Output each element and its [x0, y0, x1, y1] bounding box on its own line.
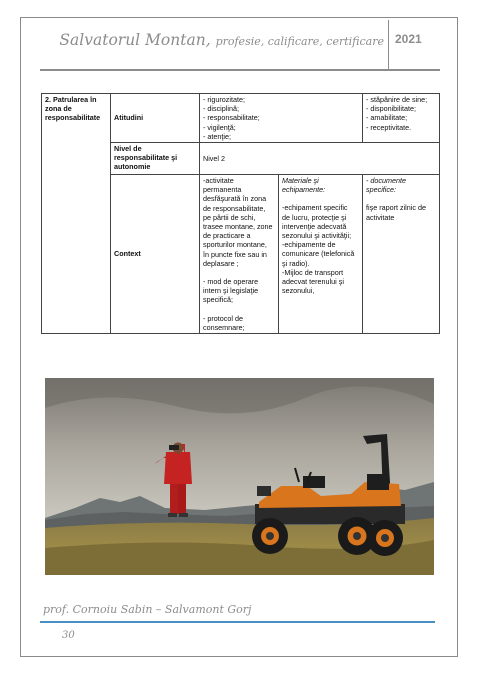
attitude-item: - receptivitate. — [366, 122, 412, 132]
materials-title: Materiale şi — [282, 176, 319, 186]
level-label: Nivel de responsabilitate şi autonomie — [111, 143, 200, 175]
attitude-item: - rigurozitate; — [203, 95, 245, 104]
materials-text: adecvat terenului şi — [282, 277, 344, 287]
context-text: specifică; — [203, 295, 233, 305]
materials-text: comunicare (telefonică — [282, 249, 355, 259]
context-text: pe pârtii de schi, — [203, 212, 256, 222]
attitude-item: - stăpânire de sine; — [366, 95, 428, 104]
competence-table — [41, 93, 440, 334]
materials-title: echipamente: — [282, 185, 326, 195]
context-text: sporturilor montane, — [203, 240, 267, 250]
documents-text: activitate — [366, 212, 395, 222]
level-value: Nivel 2 — [200, 143, 440, 175]
footer-rule — [40, 621, 435, 623]
page-number: 30 — [62, 630, 75, 641]
materials-text: intervenţie adecvată — [282, 221, 347, 231]
context-text: - mod de operare — [203, 277, 259, 287]
context-text: trasee montane, zone — [203, 222, 273, 232]
context-text: de practicare a — [203, 231, 251, 241]
context-materials — [279, 175, 363, 334]
materials-text: -Mijloc de transport — [282, 267, 344, 277]
materials-text: şi radio). — [282, 258, 310, 268]
documents-text: fişe raport zilnic de — [366, 203, 426, 213]
header-year: 2021 — [395, 32, 422, 46]
attitudes-row — [42, 94, 440, 143]
header-title-main: Salvatorul Montan, — [59, 31, 211, 49]
context-text: deplasare ; — [203, 258, 239, 268]
header-divider — [388, 20, 389, 70]
attitude-item: - disponibilitate; — [366, 104, 416, 114]
context-text: intern şi legislaţie — [203, 286, 259, 296]
attitudes-label: Atitudini — [111, 94, 200, 143]
context-text: - protocol de — [203, 313, 243, 323]
attitude-item: - disciplină; — [203, 104, 239, 114]
documents-title: - documente — [366, 176, 406, 186]
attitude-item: - atenţie; — [203, 131, 231, 141]
footer-author: prof. Cornoiu Sabin – Salvamont Gorj — [43, 603, 252, 616]
header-title-sub: profesie, calificare, certificare — [215, 35, 384, 48]
materials-text: sezonului şi activităţii; — [282, 231, 352, 241]
attitudes-list-1 — [200, 94, 363, 143]
attitude-item: - amabilitate; — [366, 113, 408, 123]
context-documents — [363, 175, 440, 334]
rescuer-atv-photo — [45, 378, 434, 575]
context-activity — [200, 175, 279, 334]
context-text: consemnare; — [203, 322, 245, 332]
documents-title: specifice: — [366, 185, 396, 195]
materials-text: -echipament specific — [282, 203, 348, 213]
header-rule — [40, 69, 440, 71]
context-text: de responsabilitate, — [203, 203, 266, 213]
materials-text: sezonului, — [282, 286, 315, 296]
header-title — [59, 31, 384, 49]
attitude-item: - vigilenţă; — [203, 122, 236, 132]
row-label: 2. Patrularea în zona de responsabilitate — [45, 95, 101, 123]
context-label: Context — [111, 175, 200, 334]
attitudes-list-2 — [363, 94, 440, 143]
materials-text: -echipamente de — [282, 240, 336, 250]
context-text: permanenta — [203, 185, 242, 195]
context-text: în puncte fixe sau in — [203, 249, 267, 259]
context-text: desfăşurată în zona — [203, 194, 267, 204]
context-text: -activitate — [203, 176, 234, 186]
attitude-item: - responsabilitate; — [203, 113, 260, 123]
materials-text: de lucru, protecţie şi — [282, 212, 347, 222]
row-label-cell — [42, 94, 111, 334]
